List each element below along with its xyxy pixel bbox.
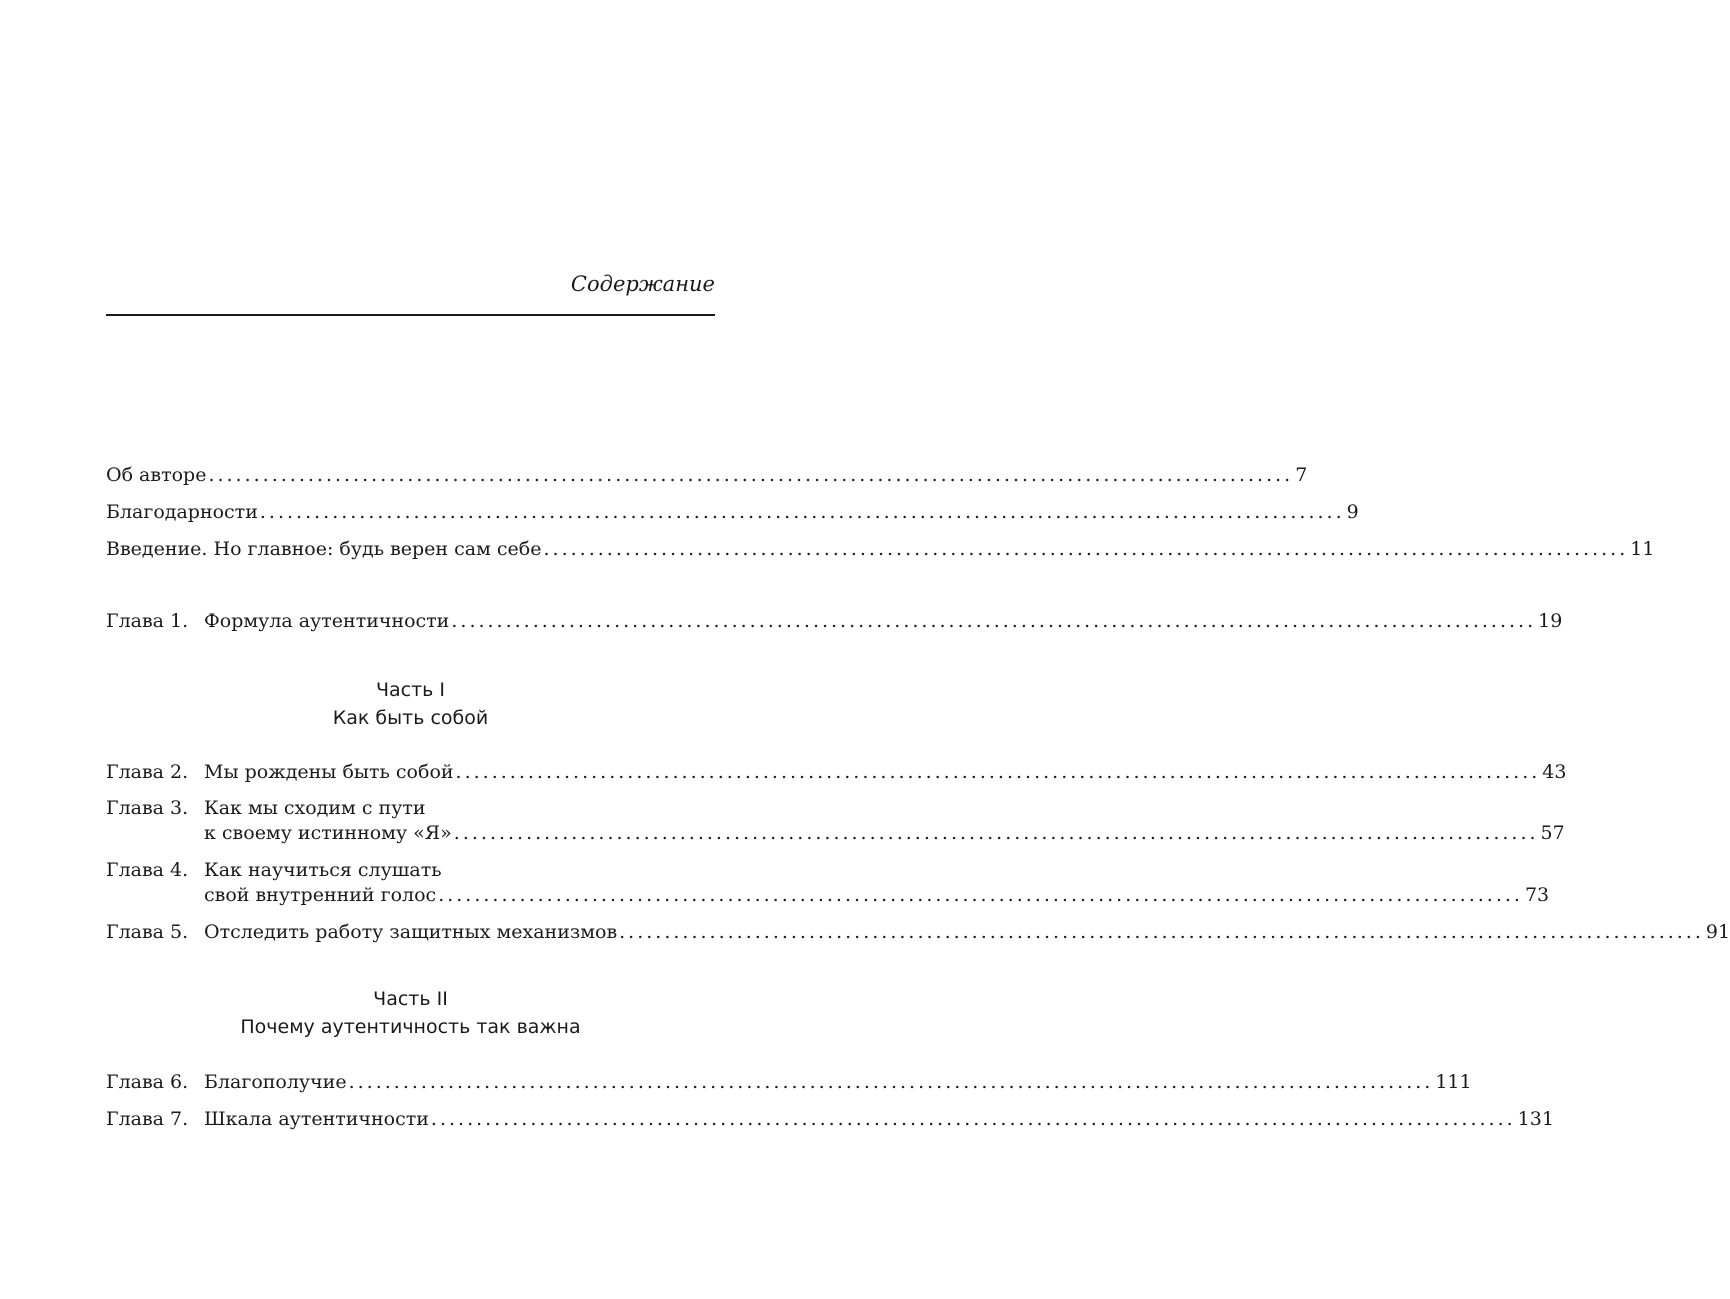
- toc-entry-introduction[interactable]: [106, 535, 1655, 563]
- toc-entry-title: Благополучие: [204, 1071, 347, 1093]
- toc-chapter-label: Глава 7.: [106, 1108, 189, 1130]
- toc-entry-chapter-5[interactable]: [106, 918, 1730, 946]
- toc-leader-dots: ........................................................................................................................: [451, 610, 1537, 632]
- toc-entry-title: Шкала аутентичности: [204, 1108, 429, 1130]
- toc-chapter-label: Глава 1.: [106, 610, 189, 632]
- toc-entry-page: 9: [1346, 501, 1359, 523]
- toc-leader-dots: ........................................................................................................................: [438, 884, 1523, 906]
- toc-entry-page: 111: [1435, 1071, 1472, 1093]
- toc-entry-about-author[interactable]: [106, 461, 1308, 489]
- toc-entry-page: 19: [1538, 610, 1563, 632]
- toc-entry-chapter-3[interactable]: [106, 819, 1565, 847]
- toc-entry-chapter-1[interactable]: [106, 607, 1563, 635]
- toc-leader-dots: ........................................................................................................................: [430, 1108, 1516, 1130]
- toc-entry-title-line1[interactable]: Как мы сходим с пути: [204, 797, 426, 819]
- toc-entry-title: Введение. Но главное: будь верен сам себе: [106, 538, 542, 560]
- toc-entry-title: Мы рождены быть собой: [204, 761, 454, 783]
- toc-entry-page: 11: [1630, 538, 1655, 560]
- toc-leader-dots: ........................................................................................................................: [453, 822, 1539, 844]
- toc-leader-dots: ........................................................................................................................: [543, 538, 1629, 560]
- toc-entry-chapter-2[interactable]: [106, 758, 1567, 786]
- toc-leader-dots: ........................................................................................................................: [259, 501, 1345, 523]
- toc-entry-chapter-7[interactable]: [106, 1105, 1554, 1133]
- toc-entry-chapter-6[interactable]: [106, 1068, 1472, 1096]
- toc-chapter-label: Глава 6.: [106, 1071, 189, 1093]
- toc-entry-title: свой внутренний голос: [204, 884, 437, 906]
- header-rule: [106, 314, 715, 316]
- part-1-title: Как быть собой: [332, 707, 489, 729]
- toc-entry-page: 91: [1705, 921, 1730, 943]
- toc-leader-dots: ........................................................................................................................: [619, 921, 1704, 943]
- toc-chapter-label: Глава 3.: [106, 797, 189, 819]
- toc-entry-acknowledgements[interactable]: [106, 498, 1359, 526]
- toc-entry-title: Благодарности: [106, 501, 258, 523]
- toc-leader-dots: ........................................................................................................................: [348, 1071, 1434, 1093]
- page-title: Содержание: [570, 272, 715, 296]
- toc-leader-dots: ........................................................................................................................: [455, 761, 1541, 783]
- toc-entry-title-line1[interactable]: Как научиться слушать: [204, 859, 442, 881]
- toc-entry-title: Об авторе: [106, 464, 207, 486]
- toc-entry-page: 131: [1517, 1108, 1554, 1130]
- toc-entry-title: Отследить работу защитных механизмов: [204, 921, 618, 943]
- part-2-number: Часть II: [373, 988, 448, 1010]
- part-2-title: Почему аутентичность так важна: [240, 1016, 581, 1038]
- toc-entry-page: 57: [1540, 822, 1565, 844]
- toc-entry-page: 43: [1542, 761, 1567, 783]
- toc-chapter-label: Глава 2.: [106, 761, 189, 783]
- toc-entry-chapter-4[interactable]: [106, 881, 1550, 909]
- toc-entry-page: 73: [1524, 884, 1550, 906]
- toc-chapter-label: Глава 5.: [106, 921, 189, 943]
- toc-leader-dots: ........................................................................................................................: [208, 464, 1294, 486]
- part-1-number: Часть I: [375, 679, 446, 701]
- toc-entry-title: к своему истинному «Я»: [204, 822, 452, 844]
- toc-chapter-label: Глава 4.: [106, 859, 189, 881]
- toc-entry-page: 7: [1295, 464, 1308, 486]
- toc-entry-title: Формула аутентичности: [204, 610, 450, 632]
